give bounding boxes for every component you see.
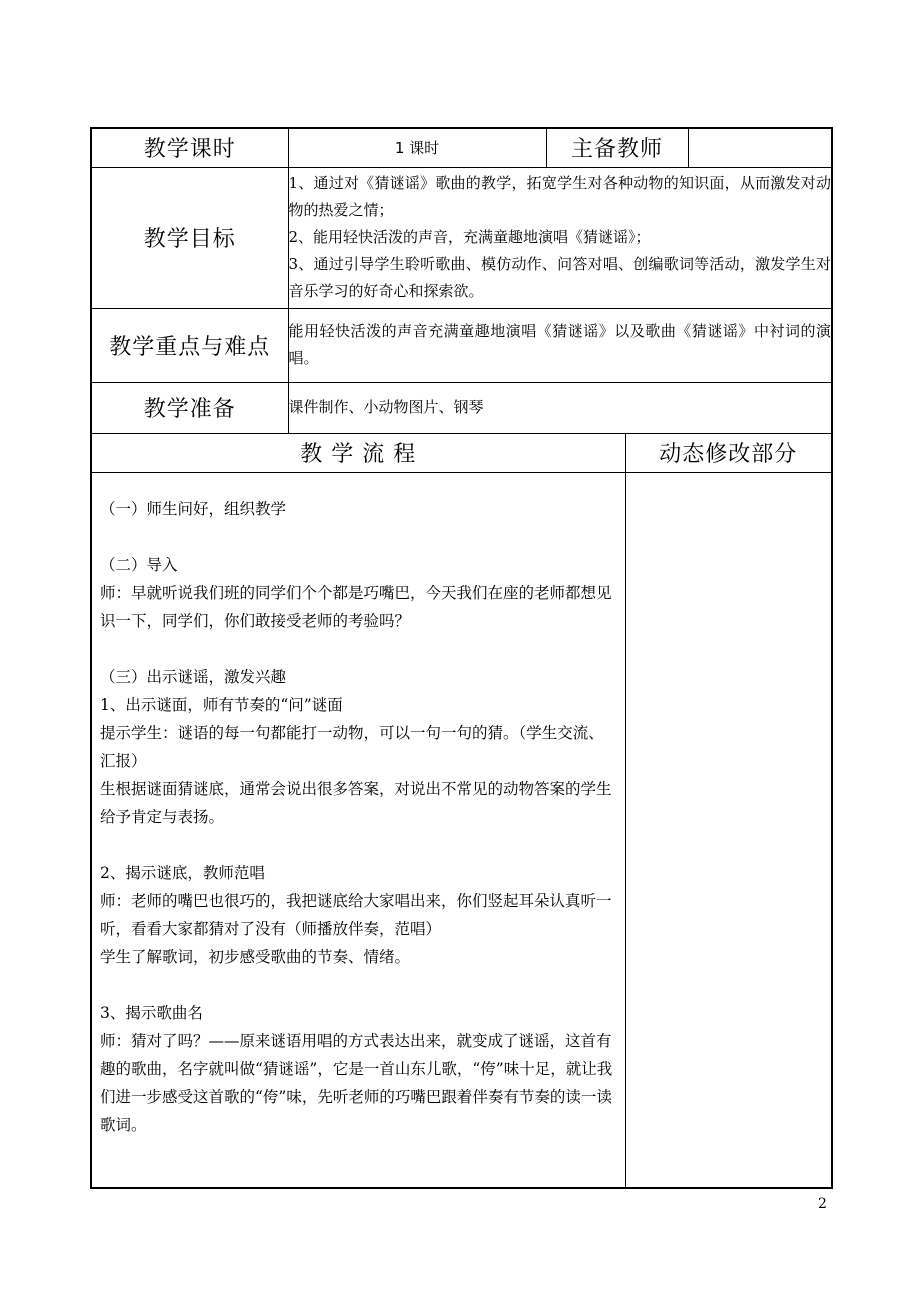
goal-item: 2、能用轻快活泼的声音，充满童趣地演唱《猜谜谣》；	[288, 228, 651, 246]
section-2-heading: （二）导入	[100, 555, 178, 574]
process-header	[91, 433, 625, 472]
dynamic-cell	[625, 472, 832, 1188]
key-text: 能用轻快活泼的声音充满童趣地演唱《猜谜谣》以及歌曲《猜谜谣》中衬词的演唱。	[288, 308, 832, 382]
goal-item: 1、通过对《猜谜谣》歌曲的教学，拓宽学生对各种动物的知识面，从而激发对动物的热爱之情；	[288, 174, 832, 219]
lesson-plan-table	[90, 127, 833, 1189]
section-2-text: 师：早就听说我们班的同学们个个都是巧嘴巴，今天我们在座的老师都想见识一下，同学们，你们敢接受老师的考验吗？	[100, 583, 612, 630]
step-1-text: 生根据谜面猜谜底，通常会说出很多答案，对说出不常见的动物答案的学生给予肯定与表扬。	[100, 779, 612, 826]
row-process-header	[91, 433, 832, 472]
row-preparation	[91, 382, 832, 433]
goal-item: 3、通过引导学生聆听歌曲、模仿动作、问答对唱、创编歌词等活动，激发学生对音乐学习的好奇心和探索欲。	[288, 255, 832, 300]
key-label: 教学重点与难点	[91, 308, 288, 382]
row-hours	[91, 128, 832, 167]
hours-value: 1 课时	[288, 128, 546, 167]
step-3-heading: 3、揭示歌曲名	[100, 1003, 203, 1022]
goals-cell	[288, 167, 832, 308]
step-2-text: 师：老师的嘴巴也很巧的，我把谜底给大家唱出来，你们竖起耳朵认真听一听，看看大家都猜对了没有（师播放伴奏，范唱）	[100, 891, 612, 938]
prep-label: 教学准备	[91, 382, 288, 433]
process-header-text: 教 学 流 程	[300, 442, 417, 467]
section-1-heading: （一）师生问好，组织教学	[100, 499, 287, 518]
row-key-points	[91, 308, 832, 382]
step-1-heading: 1、出示谜面，师有节奏的“问”谜面	[100, 695, 343, 714]
row-goals	[91, 167, 832, 308]
row-process-body	[91, 472, 832, 1188]
teacher-label: 主备教师	[546, 128, 688, 167]
step-2-text: 学生了解歌词，初步感受歌曲的节奏、情绪。	[100, 947, 411, 966]
process-cell	[91, 472, 625, 1188]
step-1-text: 提示学生：谜语的每一句都能打一动物，可以一句一句的猜。（学生交流、汇报）	[100, 723, 604, 770]
section-3-heading: （三）出示谜谣，激发兴趣	[100, 667, 287, 686]
step-2-heading: 2、揭示谜底，教师范唱	[100, 863, 265, 882]
page-number: 2	[818, 1196, 827, 1212]
goals-label: 教学目标	[91, 167, 288, 308]
step-3-text: 师：猜对了吗？——原来谜语用唱的方式表达出来，就变成了谜谣，这首有趣的歌曲，名字就叫做“猜谜谣”，它是一首山东儿歌，“侉”味十足，就让我们进一步感受这首歌的“侉”味，先听老师的巧嘴巴跟着伴奏有节奏的读一读歌词。	[100, 1031, 613, 1134]
teacher-value	[688, 128, 832, 167]
prep-text: 课件制作、小动物图片、钢琴	[288, 382, 832, 433]
hours-label: 教学课时	[91, 128, 288, 167]
dynamic-header: 动态修改部分	[625, 433, 832, 472]
